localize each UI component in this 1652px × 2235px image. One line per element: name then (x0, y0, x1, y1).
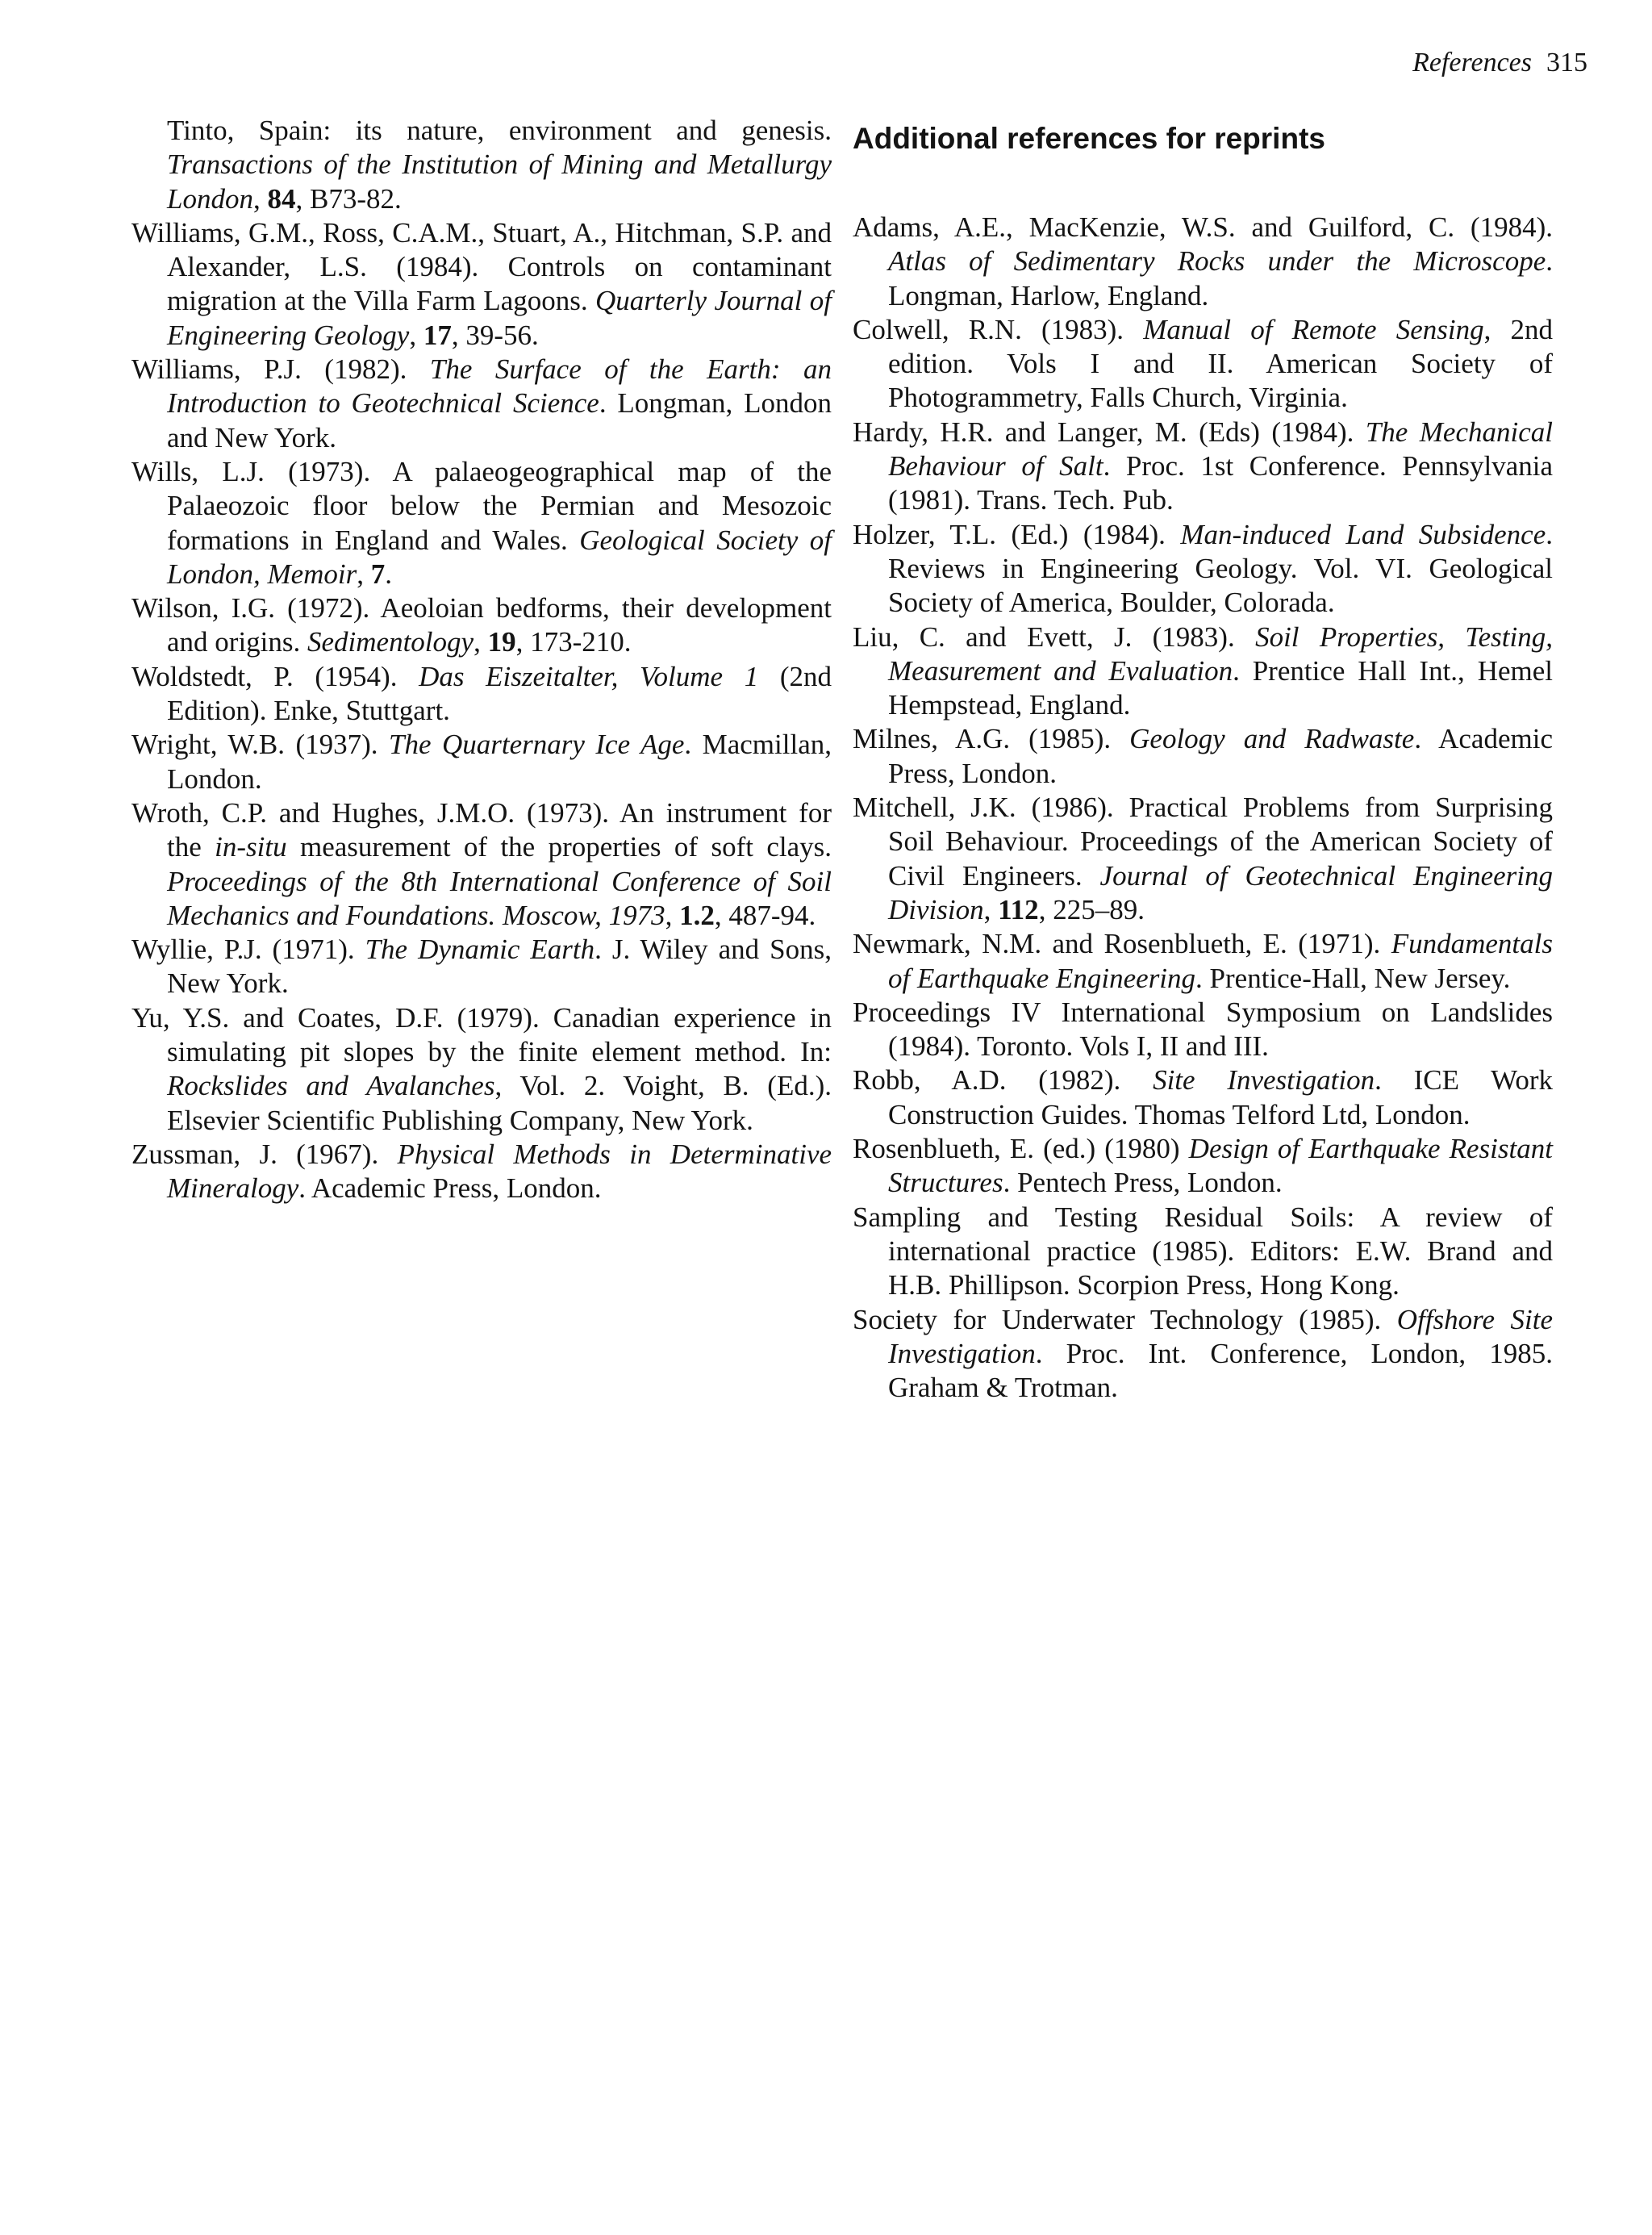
reference-text: Holzer, T.L. (Ed.) (1984). (853, 518, 1181, 550)
reference-entry (131, 591, 832, 660)
reference-title-italic: Das Eiszeitalter, Volume 1 (419, 660, 759, 692)
reference-entry (853, 1063, 1553, 1132)
reference-title-italic: Soil Properties, Testing, Measurement and Evaluation (888, 620, 1554, 687)
reference-entry (853, 416, 1553, 518)
reference-list (131, 114, 832, 1206)
reference-text: , B73-82. (295, 182, 402, 215)
reference-entry (131, 1001, 832, 1138)
reference-text: . Academic Press, London. (298, 1172, 602, 1205)
reference-text: Adams, A.E., MacKenzie, W.S. and Guilford, C. (1984). (853, 211, 1553, 243)
reference-volume-bold: 112 (998, 893, 1039, 925)
reference-text: Newmark, N.M. and Rosenblueth, E. (1971). (853, 928, 1391, 960)
reference-title-italic: Sedimentology (307, 626, 474, 658)
reference-title-italic: Offshore Site Investigation (888, 1303, 1553, 1369)
reference-volume-bold: 19 (487, 626, 516, 658)
reference-volume-bold: 84 (267, 182, 296, 215)
reference-text: . Prentice Hall Int., Hemel Hempstead, England. (888, 654, 1553, 721)
reference-title-italic: The Dynamic Earth (365, 934, 595, 966)
reference-text: . ICE Work Construction Guides. Thomas Telford Ltd, London. (888, 1064, 1553, 1130)
reference-text: Wyllie, P.J. (1971). (131, 934, 365, 966)
reference-text: . Proc. 1st Conference. Pennsylvania (1981). Trans. Tech. Pub. (888, 450, 1554, 516)
reference-text: Williams, G.M., Ross, C.A.M., Stuart, A., Hitchman, S.P. and Alexander, L.S. (1984). Controls on contaminant migration at the Villa Farm Lagoons. (131, 216, 832, 317)
reference-entry (853, 1303, 1553, 1406)
reference-text: , 173-210. (515, 626, 632, 658)
reference-volume-bold: 7 (370, 558, 386, 590)
reference-text: , (473, 626, 488, 658)
reference-entry (853, 1132, 1553, 1201)
reference-text: . Longman, London and New York. (167, 387, 832, 453)
reference-entry (131, 1138, 832, 1206)
reference-entry (131, 455, 832, 591)
reference-entry (131, 933, 832, 1001)
reference-text: , (252, 182, 268, 215)
reference-text: , 487-94. (714, 899, 816, 931)
reference-text: Liu, C. and Evett, J. (1983). (853, 620, 1256, 653)
reference-text: . Prentice-Hall, New Jersey. (1195, 962, 1511, 994)
reference-title-italic: Geological Society of London, Memoir (167, 524, 832, 590)
reference-entry (853, 620, 1553, 723)
reference-title-italic: Manual of Remote Sensing (1143, 313, 1484, 345)
reference-text: . Longman, Harlow, England. (888, 245, 1553, 311)
reference-entry (853, 722, 1553, 791)
reference-title-italic: Geology and Radwaste (1129, 723, 1415, 755)
reference-title-italic: Site Investigation (1153, 1064, 1375, 1097)
reference-title-italic: Journal of Geotechnical Engineering Division (888, 859, 1553, 925)
reference-text: Rosenblueth, E. (ed.) (1980) (853, 1133, 1189, 1165)
reference-text: , (409, 319, 423, 351)
reference-title-italic: The Quarternary Ice Age (389, 729, 685, 761)
reference-title-italic: The Mechanical Behaviour of Salt (888, 416, 1553, 483)
reference-text: . Macmillan, London. (167, 729, 832, 795)
reference-entry (131, 114, 832, 216)
reference-title-italic: Physical Methods in Determinative Mineralogy (167, 1138, 832, 1205)
reference-title-italic: Man-induced Land Subsidence (1180, 518, 1546, 550)
reference-text: Wilson, I.G. (1972). Aeoloian bedforms, their development and origins. (131, 592, 832, 658)
section-heading: Additional references for reprints (853, 122, 1325, 155)
reference-title-italic: in-situ (215, 831, 287, 863)
reference-text: Zussman, J. (1967). (131, 1138, 398, 1170)
reference-text: Woldstedt, P. (1954). (131, 660, 419, 692)
reference-text: Wroth, C.P. and Hughes, J.M.O. (1973). An instrument for the (131, 796, 832, 863)
reference-title-italic: The Surface of the Earth: an Introduction to Geotechnical Science (167, 353, 832, 420)
reference-volume-bold: 1.2 (679, 899, 715, 931)
reference-text: Society for Underwater Technology (1985). (853, 1303, 1397, 1335)
reference-text: , (665, 899, 680, 931)
reference-text: Tinto, Spain: its nature, environment and genesis. (167, 115, 832, 146)
reference-entry (131, 796, 832, 933)
reference-text: Mitchell, J.K. (1986). Practical Problems from Surprising Soil Behaviour. Proceedings of the American Society of Civil Engineers. (853, 792, 1553, 892)
reference-text: , 225–89. (1038, 893, 1145, 925)
reference-text: . Pentech Press, London. (1003, 1167, 1283, 1199)
reference-entry (131, 216, 832, 353)
reference-title-italic: Quarterly Journal of Engineering Geology (167, 285, 832, 351)
reference-text: Williams, P.J. (1982). (131, 353, 430, 386)
reference-text: (2nd Edition). Enke, Stuttgart. (167, 660, 832, 727)
running-header (1412, 47, 1587, 79)
reference-list (853, 211, 1553, 1405)
reference-text: . Proc. Int. Conference, London, 1985. Graham & Trotman. (888, 1337, 1553, 1404)
reference-entry (131, 660, 832, 729)
reference-entry (853, 791, 1553, 927)
reference-text: . J. Wiley and Sons, New York. (167, 934, 832, 1000)
reference-text: . Academic Press, London. (888, 723, 1553, 789)
reference-text: Sampling and Testing Residual Soils: A review of international practice (1985). Editors: E.W. Brand and H.B. Phillipson. Scorpion Press, Hong Kong. (853, 1201, 1553, 1301)
reference-entry (853, 996, 1553, 1064)
reference-text: , (983, 893, 999, 925)
reference-volume-bold: 17 (423, 319, 452, 351)
reference-text: , (357, 558, 371, 590)
reference-text: , 2nd edition. Vols I and II. American Society of Photogrammetry, Falls Church, Virginia. (888, 313, 1554, 414)
reference-title-italic: Transactions of the Institution of Mining and Metallurgy London (167, 148, 832, 215)
reference-entry (853, 211, 1553, 313)
reference-text: Yu, Y.S. and Coates, D.F. (1979). Canadian experience in simulating pit slopes by the finite element method. In: (131, 1001, 832, 1068)
reference-title-italic: Design of Earthquake Resistant Structures (888, 1133, 1553, 1199)
reference-text: Hardy, H.R. and Langer, M. (Eds) (1984). (853, 416, 1366, 448)
reference-text: Wright, W.B. (1937). (131, 729, 390, 761)
reference-title-italic: Proceedings of the 8th International Conference of Soil Mechanics and Foundations. Moscow, 1973 (167, 865, 832, 931)
reference-entry (853, 518, 1553, 620)
reference-text: measurement of the properties of soft clays. (286, 831, 832, 863)
reference-text: Colwell, R.N. (1983). (853, 313, 1144, 345)
left-column (131, 114, 832, 1206)
reference-entry (853, 313, 1553, 416)
reference-entry (853, 927, 1553, 996)
reference-text: Robb, A.D. (1982). (853, 1064, 1153, 1097)
reference-entry (131, 353, 832, 455)
reference-text: , Vol. 2. Voight, B. (Ed.). Elsevier Scientific Publishing Company, New York. (167, 1070, 832, 1136)
page-number: 315 (1546, 48, 1587, 77)
reference-title-italic: Rockslides and Avalanches (167, 1070, 495, 1102)
reference-text: . Reviews in Engineering Geology. Vol. VI. Geological Society of America, Boulder, Colorada. (888, 518, 1553, 619)
right-column (853, 122, 1553, 1405)
reference-text: , 39-56. (451, 319, 539, 351)
reference-text: Milnes, A.G. (1985). (853, 723, 1130, 755)
reference-text: Wills, L.J. (1973). A palaeogeographical map of the Palaeozoic floor below the Permian and Mesozoic formations in England and Wales. (131, 455, 832, 556)
reference-entry (131, 728, 832, 796)
reference-title-italic: Atlas of Sedimentary Rocks under the Microscope (888, 245, 1546, 278)
reference-text: . (385, 558, 393, 590)
running-header-title: References (1412, 48, 1532, 77)
reference-title-italic: Fundamentals of Earthquake Engineering (888, 928, 1553, 994)
reference-entry (853, 1201, 1553, 1303)
reference-text: Proceedings IV International Symposium on Landslides (1984). Toronto. Vols I, II and III. (853, 996, 1553, 1063)
